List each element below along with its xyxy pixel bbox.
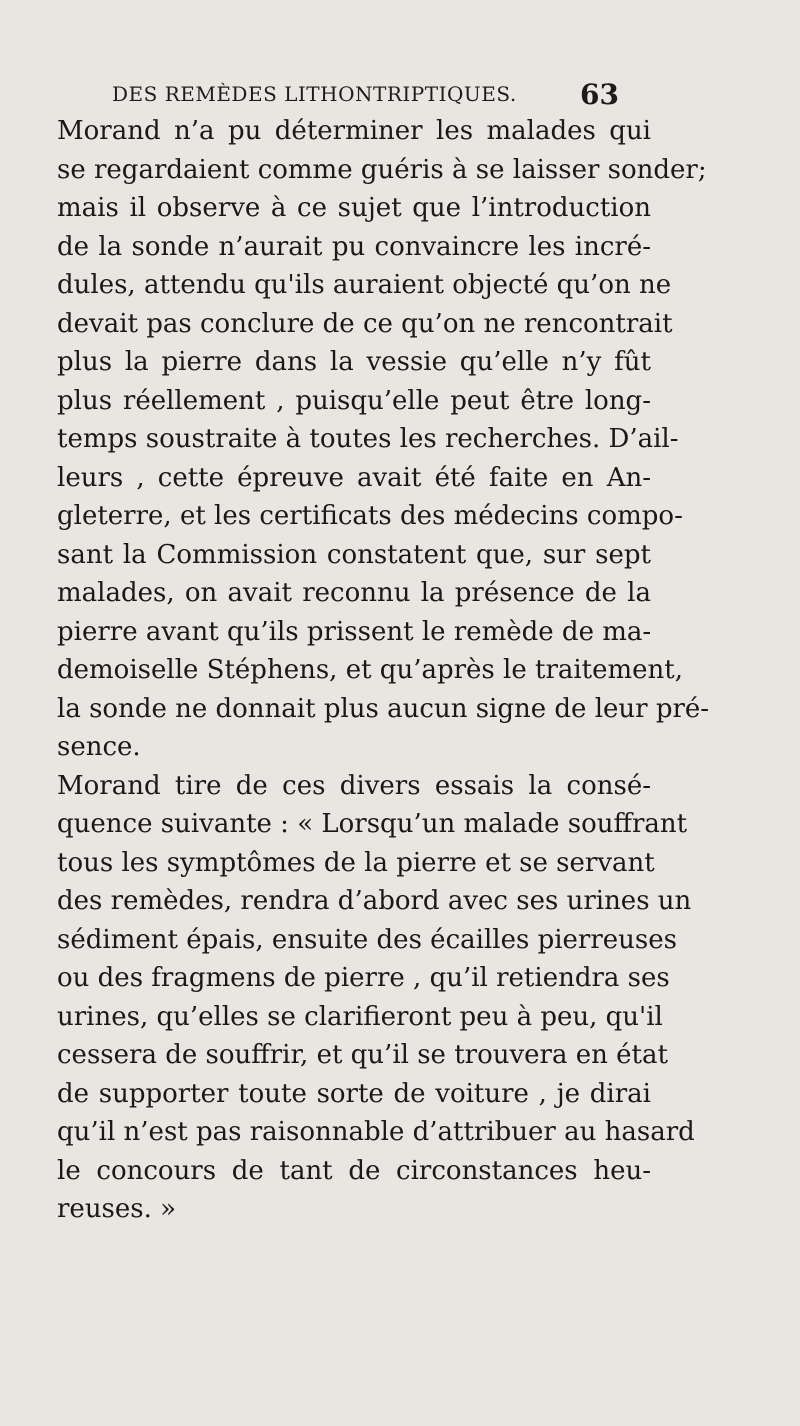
text-line: pierre avant qu’ils prissent le remède de ma- (57, 616, 652, 647)
text-line: Morand n’a pu déterminer les malades qui (57, 116, 651, 146)
text-line: sédiment épais, ensuite des écailles pierreuses (57, 924, 677, 955)
text-line: malades, on avait reconnu la présence de la (57, 578, 651, 608)
text-line: devait pas conclure de ce qu’on ne rencontrait (57, 308, 673, 339)
text-line: de supporter toute sorte de voiture , je dirai (57, 1078, 651, 1109)
paragraph-2 (57, 767, 695, 1229)
text-line: sant la Commission constatent que, sur sept (57, 539, 651, 570)
text-line: temps soustraite à toutes les recherches. D’ail- (57, 424, 679, 454)
text-line: ou des fragmens de pierre , qu’il retiendra ses (57, 963, 670, 993)
text-line: la sonde ne donnait plus aucun signe de leur pré- (57, 693, 710, 724)
text-line: dules, attendu qu'ils auraient objecté qu’on ne (57, 270, 672, 300)
text-line: mais il observe à ce sujet que l’introduction (57, 193, 651, 223)
text-line: qu’il n’est pas raisonnable d’attribuer au hasard (57, 1117, 695, 1147)
text-line: plus réellement , puisqu’elle peut être long- (57, 385, 651, 416)
text-line: demoiselle Stéphens, et qu’après le traitement, (57, 655, 684, 685)
text-line: des remèdes, rendra d’abord avec ses urines un (57, 886, 692, 916)
text-line: tous les symptômes de la pierre et se servant (57, 847, 655, 878)
page-header (112, 78, 632, 112)
text-line: se regardaient comme guéris à se laisser sonder; (57, 154, 707, 185)
page-number: 63 (580, 78, 619, 111)
text-line: quence suivante : « Lorsqu’un malade souffrant (57, 809, 688, 839)
paragraph-1 (57, 112, 710, 767)
text-line: de la sonde n’aurait pu convaincre les incré- (57, 231, 651, 262)
text-line: Morand tire de ces divers essais la consé- (57, 770, 651, 801)
text-line: gleterre, et les certificats des médecins compo- (57, 501, 683, 531)
text-line: urines, qu’elles se clarifieront peu à peu, qu'il (57, 1001, 663, 1032)
text-line: sence. (57, 732, 141, 762)
text-line: le concours de tant de circonstances heu- (57, 1155, 651, 1186)
text-line: cessera de souffrir, et qu’il se trouvera en état (57, 1040, 668, 1070)
text-line: reuses. » (57, 1194, 177, 1224)
running-head: DES REMÈDES LITHONTRIPTIQUES. (112, 82, 517, 106)
body-text (57, 112, 710, 1224)
text-line: leurs , cette épreuve avait été faite en An- (57, 462, 651, 493)
text-line: plus la pierre dans la vessie qu’elle n’y fût (57, 347, 651, 377)
